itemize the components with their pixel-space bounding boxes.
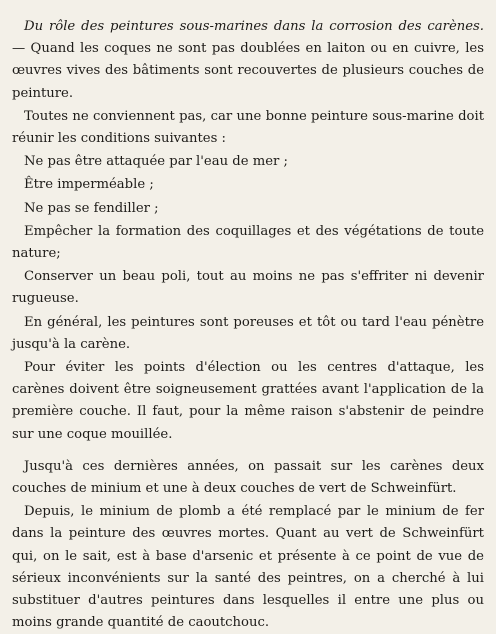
paragraph-gap xyxy=(12,446,484,456)
section-title: Du rôle des peintures sous-marines dans la corrosion des carènes. xyxy=(24,19,484,34)
list-item-condition: Ne pas se fendiller ; xyxy=(24,200,159,216)
paragraph-text: — Quand les coques ne sont pas doublées en laiton ou en cuivre, les œuvres vives des bâtiments sont recouvertes de plusieurs couches de peinture. xyxy=(12,41,484,101)
paragraph: Depuis, le minium de plomb a été remplacé par le minium de fer dans la peinture des œuvres mortes. Quant au vert de Schweinfürt qui, on le sait, est à base d'arsenic et présente à ce point de vue de sérieux inconvénients sur la santé des peintres, on a cherché à lui substituer d'autres peintures dans lesquelles il entre une plus ou moins grande quantité de caoutchouc. xyxy=(12,504,484,631)
paragraph: Pour éviter les points d'élection ou les centres d'attaque, les carènes doivent être soigneusement grattées avant l'application de la première couche. Il faut, pour la même raison s'abstenir de peindre sur une coque mouillée. xyxy=(12,360,484,442)
list-item-condition: Conserver un beau poli, tout au moins ne pas s'effriter ni devenir rugueuse. xyxy=(12,269,484,307)
list-item-condition: Ne pas être attaquée par l'eau de mer ; xyxy=(24,154,288,170)
list-item-condition: Empêcher la formation des coquillages et des végétations de toute nature; xyxy=(12,223,484,262)
paragraph-intro xyxy=(12,16,484,105)
list-item-condition: Être imperméable ; xyxy=(24,177,154,193)
paragraph: En général, les peintures sont poreuses et tôt ou tard l'eau pénètre jusqu'à la carène. xyxy=(12,314,484,352)
paragraph: Toutes ne conviennent pas, car une bonne peinture sous-marine doit réunir les conditions suivantes : xyxy=(12,108,484,147)
paragraph: Jusqu'à ces dernières années, on passait sur les carènes deux couches de minium et une à deux couches de vert de Schweinfürt. xyxy=(12,458,484,497)
